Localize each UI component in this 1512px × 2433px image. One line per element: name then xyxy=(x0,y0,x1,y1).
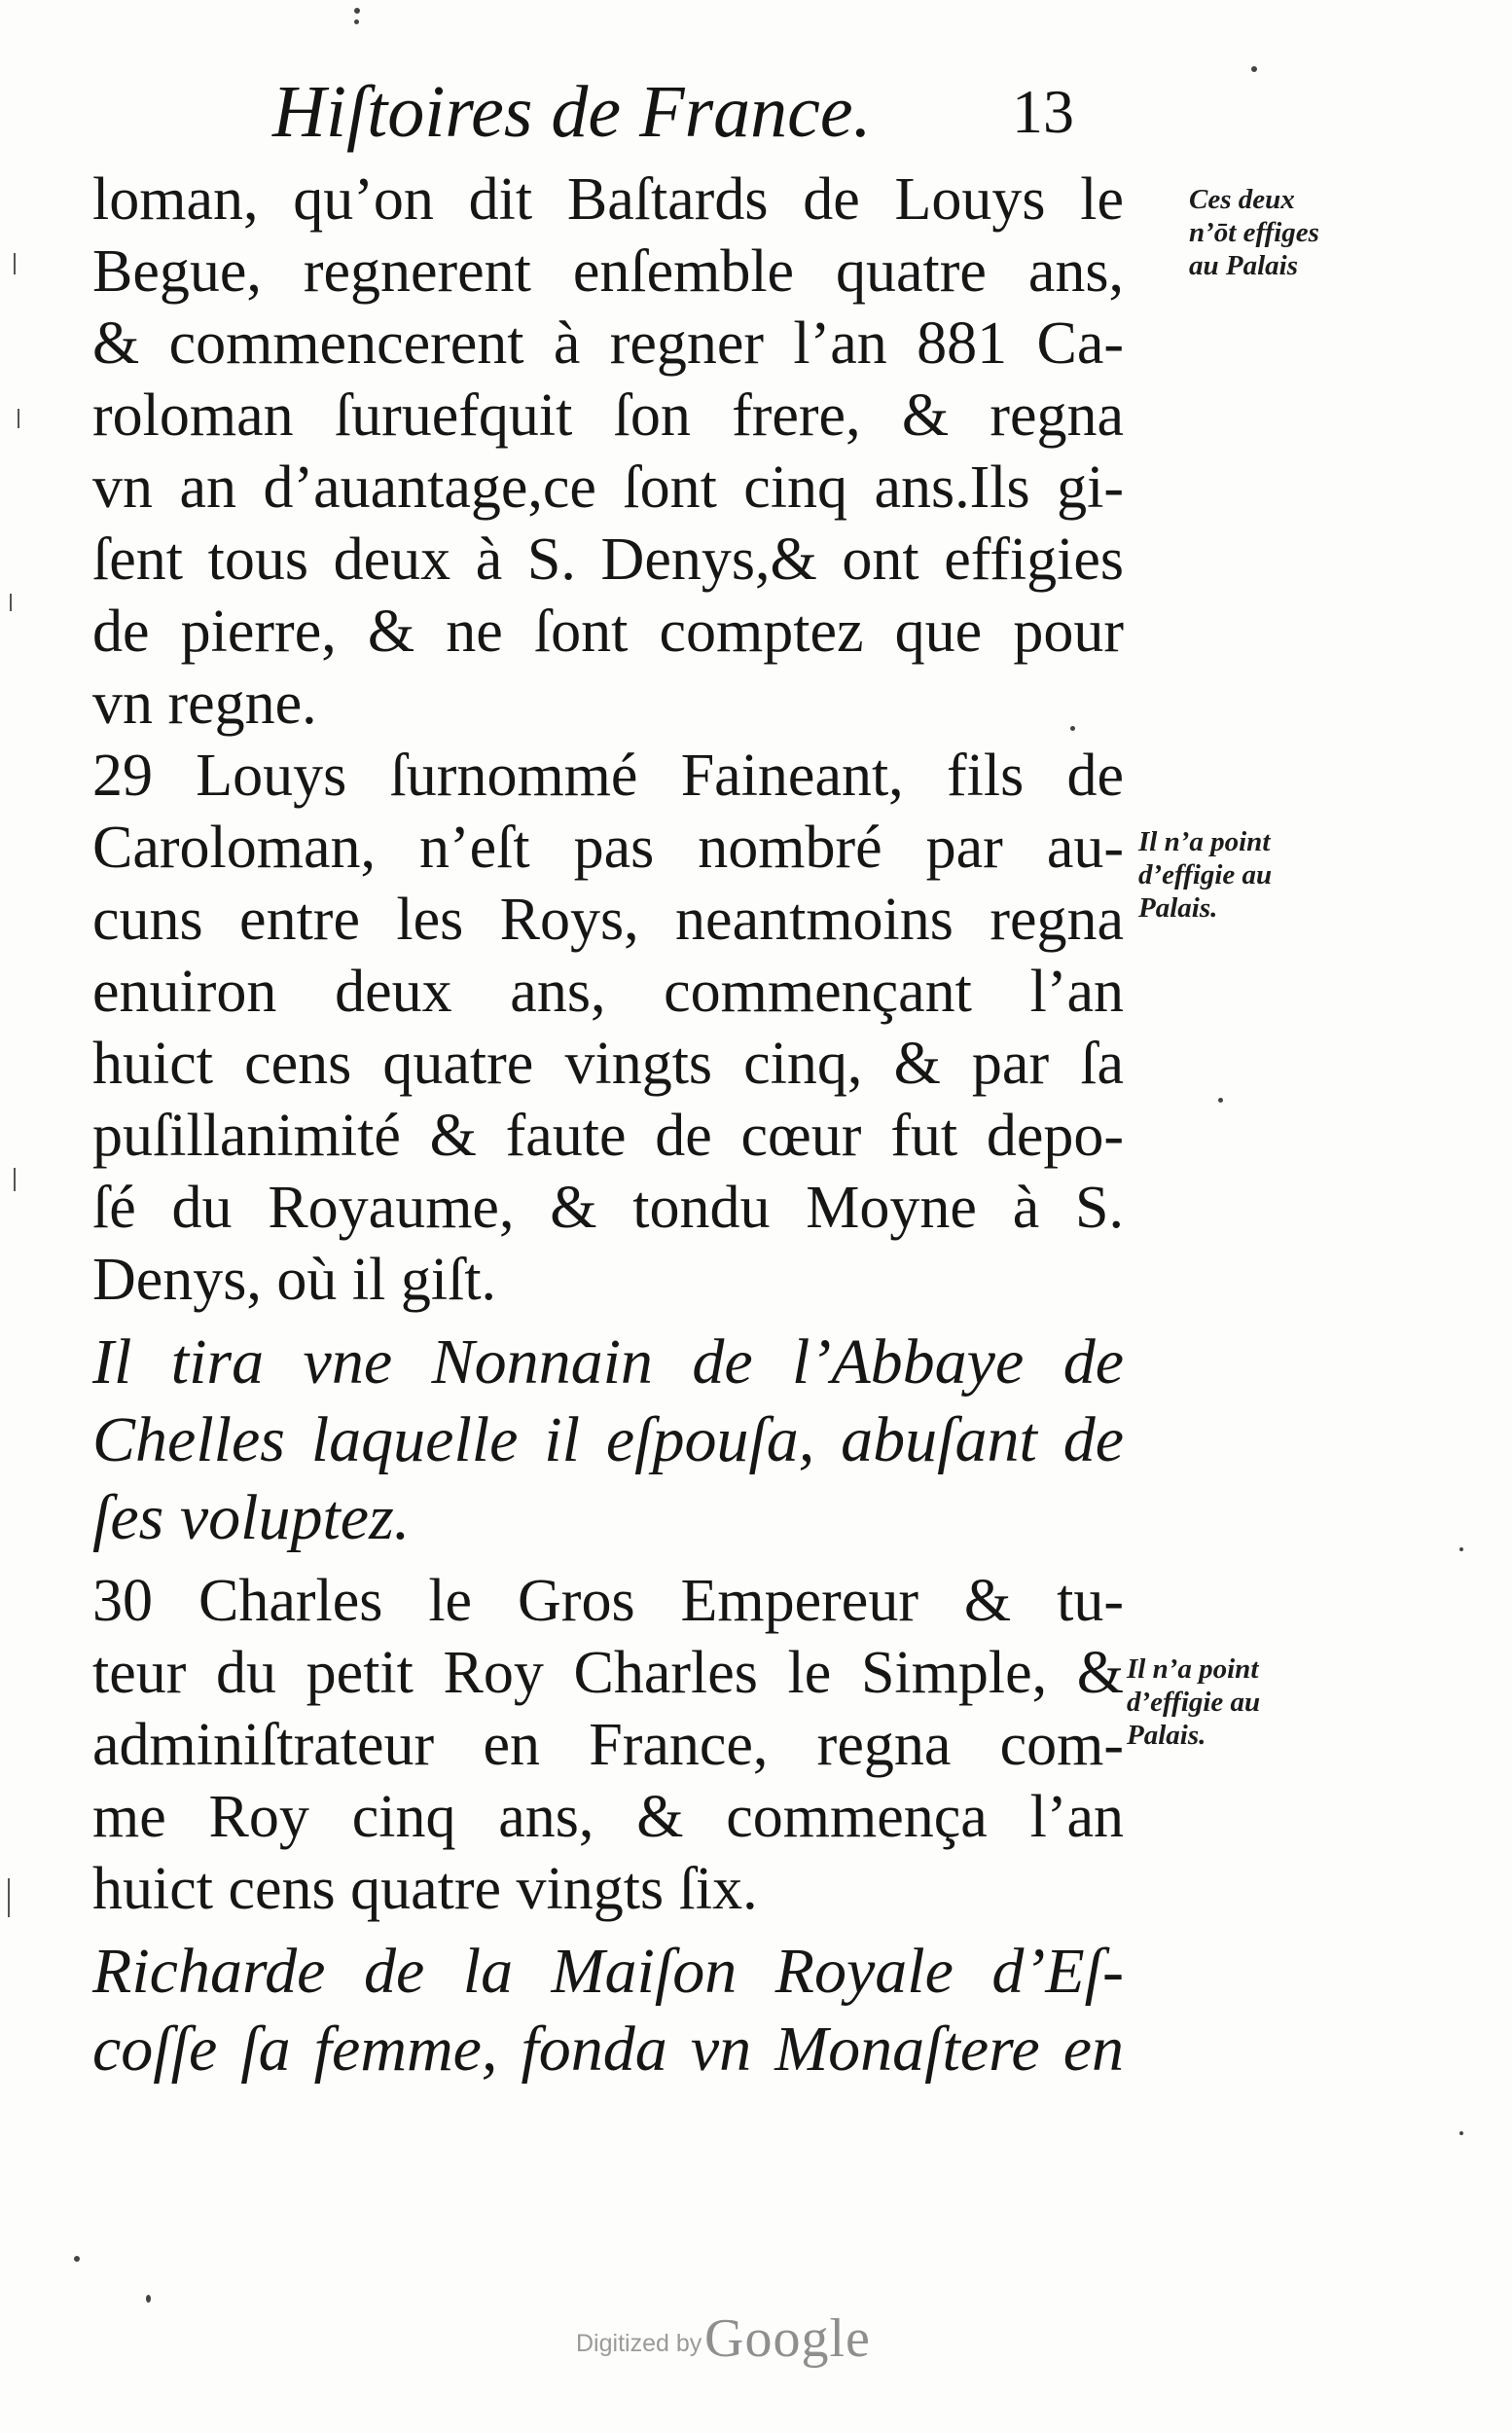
text-line: Denys, où il giſt. xyxy=(92,1247,497,1313)
margin-note-line: d’effigie au xyxy=(1127,1687,1261,1718)
text-line: enuiron deux ans, commençant l’an xyxy=(92,959,1124,1025)
scan-speck xyxy=(1070,726,1075,731)
margin-note-line: Palais. xyxy=(1127,1720,1206,1751)
scan-edge-mark xyxy=(14,253,16,274)
italic-line: Il tira vne Nonnain de l’Abbaye de xyxy=(92,1326,1124,1398)
text-line: de pierre, & ne ſont comptez que pour xyxy=(92,599,1124,665)
scan-speck xyxy=(74,2256,80,2262)
scan-speck xyxy=(1459,1547,1463,1551)
text-line: Begue, regnerent enſemble quatre ans, xyxy=(92,238,1124,305)
text-line: huict cens quatre vingts ſix. xyxy=(92,1856,758,1922)
scan-speck xyxy=(354,19,359,24)
page-header xyxy=(0,58,1512,165)
text-line: vn regne. xyxy=(92,671,317,737)
text-line: puſillanimité & faute de cœur fut depo- xyxy=(92,1103,1124,1169)
italic-line: Richarde de la Maiſon Royale d’Eſ- xyxy=(92,1936,1124,2007)
margin-note-line: Il n’a point xyxy=(1127,1653,1259,1685)
page-number: 13 xyxy=(1012,77,1074,146)
text-line: vn an d’auantage,ce ſont cinq ans.Ils gi- xyxy=(92,454,1124,521)
margin-note xyxy=(1127,1652,1409,1752)
text-line: roloman ſuruefquit ſon frere, & regna xyxy=(92,382,1124,449)
scan-edge-mark xyxy=(8,1878,10,1917)
margin-note-line: Ces deux xyxy=(1189,184,1295,215)
body-text xyxy=(92,163,1124,2088)
text-line: Caroloman, n’eſt pas nombré par au- xyxy=(92,815,1124,881)
scan-speck xyxy=(354,8,360,14)
running-title: Hiſtoires de France. xyxy=(272,71,872,153)
scan-edge-mark xyxy=(10,594,12,611)
text-line: 29 Louys ſurnommé Faineant, fils de xyxy=(92,743,1124,809)
margin-note xyxy=(1138,825,1421,925)
google-wordmark: Google xyxy=(704,2308,871,2369)
margin-note-line: d’effigie au xyxy=(1138,859,1273,890)
text-line: ſent tous deux à S. Denys,& ont effigies xyxy=(92,527,1124,593)
digitized-by-label: Digitized by xyxy=(576,2330,702,2357)
text-line: cuns entre les Roys, neantmoins regna xyxy=(92,887,1124,953)
scan-speck xyxy=(1218,1098,1223,1103)
italic-line: ſes voluptez. xyxy=(92,1482,411,1553)
text-line: ſé du Royaume, & tondu Moyne à S. xyxy=(92,1175,1124,1241)
text-line: huict cens quatre vingts cinq, & par ſa xyxy=(92,1031,1124,1097)
scan-speck xyxy=(146,2295,151,2303)
scan-speck xyxy=(1251,66,1257,72)
text-line: me Roy cinq ans, & commença l’an xyxy=(92,1784,1124,1850)
margin-note-line: Il n’a point xyxy=(1138,826,1271,857)
scan-speck xyxy=(1459,2131,1463,2135)
page-footer xyxy=(0,2306,1512,2375)
margin-note-line: n’ōt effiges xyxy=(1189,217,1319,248)
scan-edge-mark xyxy=(14,1168,16,1191)
margin-note xyxy=(1189,183,1471,282)
margin-note-line: au Palais xyxy=(1189,250,1298,281)
text-line: 30 Charles le Gros Empereur & tu- xyxy=(92,1568,1124,1634)
italic-line: Chelles laquelle il eſpouſa, abuſant de xyxy=(92,1404,1124,1475)
text-line: adminiſtrateur en France, regna com- xyxy=(92,1712,1124,1778)
text-line: loman, qu’on dit Baſtards de Louys le xyxy=(92,166,1124,233)
italic-line: coſſe ſa femme, fonda vn Monaſtere en xyxy=(92,2014,1124,2085)
text-line: & commencerent à regner l’an 881 Ca- xyxy=(92,310,1124,377)
text-line: teur du petit Roy Charles le Simple, & xyxy=(92,1640,1124,1706)
scan-edge-mark xyxy=(18,409,19,428)
margin-note-line: Palais. xyxy=(1138,892,1218,924)
